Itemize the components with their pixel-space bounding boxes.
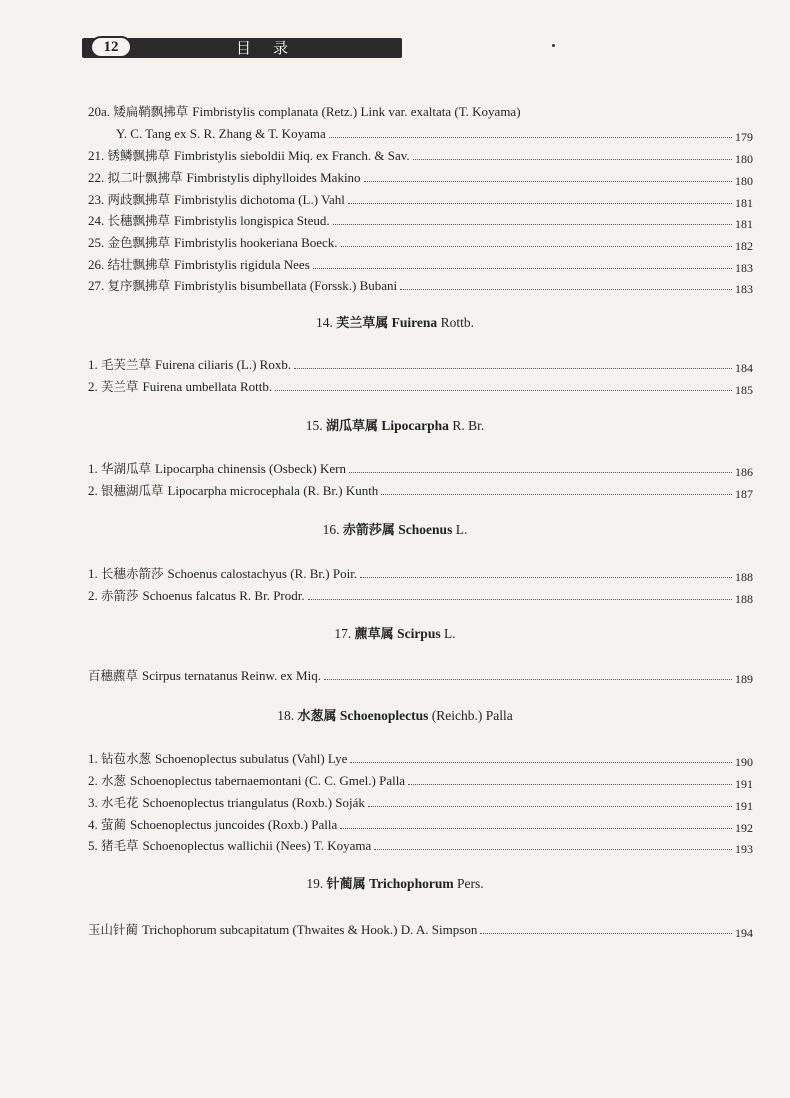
entry-page-number: 183 [735, 261, 753, 275]
leader-dots [329, 137, 732, 138]
genus-heading [0, 313, 790, 333]
entry-text [88, 481, 378, 499]
entry-latin-name: Y. C. Tang ex S. R. Zhang & T. Koyama [116, 126, 326, 141]
toc-entry [88, 274, 753, 294]
toc-entry [88, 918, 753, 938]
toc-entry [88, 664, 753, 684]
genus-latin-name: Fuirena [391, 315, 438, 330]
toc-entry [88, 584, 753, 604]
entry-latin-name: Schoenoplectus subulatus (Vahl) Lye [154, 751, 348, 766]
toc-entry [88, 253, 753, 273]
entry-page-number: 188 [735, 570, 753, 584]
entry-chinese-name: 水毛花 [101, 795, 143, 810]
entry-text [88, 233, 338, 251]
entry-text [88, 749, 347, 767]
toc-entry [88, 791, 753, 811]
entry-page-number: 181 [735, 217, 753, 231]
entry-page-number: 191 [735, 777, 753, 791]
leader-dots [348, 203, 732, 204]
entry-text [88, 190, 345, 208]
toc-entry [88, 166, 753, 186]
leader-dots [294, 368, 732, 369]
entry-chinese-name: 长穗赤箭莎 [101, 566, 168, 581]
genus-author: L. [440, 626, 456, 641]
entry-text [88, 146, 410, 164]
entry-page-number: 185 [735, 383, 753, 397]
toc-entry [88, 834, 753, 854]
toc-entry [88, 209, 753, 229]
entry-number: 20a. [88, 104, 114, 119]
entry-text [88, 771, 405, 789]
entry-latin-name: Fimbristylis dichotoma (L.) Vahl [173, 192, 345, 207]
entry-number: 1. [88, 357, 101, 372]
entry-number: 2. [88, 379, 101, 394]
genus-author: L. [452, 522, 468, 537]
entry-chinese-name: 华湖瓜草 [101, 461, 155, 476]
entry-number: 24. [88, 213, 108, 228]
genus-author: (Reichb.) Palla [428, 708, 513, 723]
leader-dots [340, 828, 732, 829]
entry-page-number: 187 [735, 487, 753, 501]
genus-author: Pers. [453, 876, 484, 891]
entry-text [88, 666, 321, 684]
entry-text [88, 586, 305, 604]
page-number: 12 [90, 36, 132, 58]
genus-latin-name: Lipocarpha [381, 418, 449, 433]
toc-entry [88, 353, 753, 373]
entry-page-number: 180 [735, 174, 753, 188]
entry-number: 22. [88, 170, 108, 185]
genus-heading [0, 624, 790, 644]
entry-number: 5. [88, 838, 101, 853]
entry-page-number: 184 [735, 361, 753, 375]
leader-dots [341, 246, 732, 247]
entry-latin-name: Lipocarpha microcephala (R. Br.) Kunth [167, 483, 379, 498]
leader-dots [333, 224, 732, 225]
entry-latin-name: Fimbristylis sieboldii Miq. ex Franch. & Sav. [173, 148, 410, 163]
genus-chinese-name: 针蔺属 [326, 877, 366, 892]
entry-latin-name: Fuirena ciliaris (L.) Roxb. [154, 357, 292, 372]
entry-number: 1. [88, 751, 101, 766]
genus-chinese-name: 藨草属 [354, 627, 394, 642]
entry-number: 27. [88, 278, 108, 293]
entry-text [88, 102, 521, 120]
entry-latin-name: Fimbristylis hookeriana Boeck. [173, 235, 338, 250]
genus-heading [0, 520, 790, 540]
genus-heading [0, 706, 790, 726]
entry-page-number: 192 [735, 821, 753, 835]
entry-latin-name: Fimbristylis rigidula Nees [173, 257, 310, 272]
genus-number: 15. [305, 418, 327, 433]
toc-entry [88, 562, 753, 582]
entry-number: 21. [88, 148, 108, 163]
entry-text [88, 168, 361, 186]
entry-text [88, 377, 272, 395]
genus-number: 19. [306, 876, 327, 891]
leader-dots [381, 494, 732, 495]
entry-text [88, 355, 291, 373]
entry-text [88, 459, 346, 477]
leader-dots [313, 268, 732, 269]
entry-chinese-name: 毛芙兰草 [101, 357, 155, 372]
entry-page-number: 179 [735, 130, 753, 144]
entry-text [88, 564, 357, 582]
entry-chinese-name: 锈鳞飘拂草 [107, 148, 174, 163]
entry-chinese-name: 水葱 [101, 773, 130, 788]
entry-number: 25. [88, 235, 108, 250]
entry-latin-name: Schoenoplectus wallichii (Nees) T. Koyama [142, 838, 372, 853]
entry-chinese-name: 两歧飘拂草 [107, 192, 174, 207]
entry-page-number: 180 [735, 152, 753, 166]
entry-number: 23. [88, 192, 108, 207]
entry-chinese-name: 赤箭莎 [101, 588, 143, 603]
genus-number: 17. [334, 626, 355, 641]
entry-number: 2. [88, 483, 101, 498]
entry-latin-name: Schoenoplectus juncoides (Roxb.) Palla [129, 817, 338, 832]
entry-number: 26. [88, 257, 108, 272]
leader-dots [308, 599, 732, 600]
entry-number: 2. [88, 588, 101, 603]
entry-chinese-name: 银穗湖瓜草 [101, 483, 168, 498]
entry-chinese-name: 玉山针蔺 [88, 922, 142, 937]
entry-page-number: 191 [735, 799, 753, 813]
header-dot [552, 44, 555, 47]
entry-text [88, 920, 477, 938]
entry-text [88, 815, 337, 833]
toc-entry [88, 479, 753, 499]
toc-entry [88, 747, 753, 767]
entry-chinese-name: 百穗藨草 [88, 668, 142, 683]
toc-entry [88, 769, 753, 789]
entry-chinese-name: 萤蔺 [101, 817, 130, 832]
entry-latin-name: Fimbristylis diphylloides Makino [186, 170, 361, 185]
entry-number: 2. [88, 773, 101, 788]
entry-number: 3. [88, 795, 101, 810]
entry-latin-name: Schoenus falcatus R. Br. Prodr. [142, 588, 305, 603]
entry-chinese-name: 金色飘拂草 [107, 235, 174, 250]
leader-dots [374, 849, 732, 850]
entry-latin-name: Trichophorum subcapitatum (Thwaites & Hook.) D. A. Simpson [141, 922, 478, 937]
toc-entry [88, 144, 753, 164]
entry-number: 1. [88, 461, 101, 476]
entry-chinese-name: 芙兰草 [101, 379, 143, 394]
leader-dots [368, 806, 732, 807]
toc-entry [88, 457, 753, 477]
entry-page-number: 194 [735, 926, 753, 940]
entry-chinese-name: 猪毛草 [101, 838, 143, 853]
genus-number: 14. [316, 315, 337, 330]
entry-page-number: 183 [735, 282, 753, 296]
leader-dots [350, 762, 732, 763]
entry-chinese-name: 钻苞水葱 [101, 751, 155, 766]
entry-number: 1. [88, 566, 101, 581]
toc-entry [88, 100, 753, 120]
entry-latin-name: Fimbristylis longispica Steud. [173, 213, 330, 228]
leader-dots [324, 679, 732, 680]
entry-text [88, 211, 330, 229]
entry-page-number: 188 [735, 592, 753, 606]
entry-page-number: 186 [735, 465, 753, 479]
toc-entry [88, 188, 753, 208]
leader-dots [349, 472, 732, 473]
entry-page-number: 189 [735, 672, 753, 686]
genus-chinese-name: 湖瓜草属 [326, 419, 379, 434]
entry-chinese-name: 拟二叶飘拂草 [107, 170, 187, 185]
entry-text [116, 126, 326, 142]
leader-dots [413, 159, 732, 160]
genus-chinese-name: 赤箭莎属 [342, 523, 395, 538]
toc-entry [88, 231, 753, 251]
entry-page-number: 182 [735, 239, 753, 253]
entry-latin-name: Schoenoplectus tabernaemontani (C. C. Gmel.) Palla [129, 773, 406, 788]
toc-entry [88, 813, 753, 833]
entry-page-number: 181 [735, 196, 753, 210]
entry-latin-name: Schoenus calostachyus (R. Br.) Poir. [167, 566, 358, 581]
genus-heading [0, 416, 790, 436]
genus-chinese-name: 芙兰草属 [336, 316, 389, 331]
entry-chinese-name: 结壮飘拂草 [107, 257, 174, 272]
entry-latin-name: Fuirena umbellata Rottb. [142, 379, 273, 394]
entry-latin-name: Schoenoplectus triangulatus (Roxb.) Soják [142, 795, 365, 810]
entry-text [88, 255, 310, 273]
entry-chinese-name: 长穗飘拂草 [107, 213, 174, 228]
genus-latin-name: Trichophorum [369, 876, 454, 891]
genus-latin-name: Schoenus [398, 522, 453, 537]
genus-latin-name: Schoenoplectus [339, 708, 429, 723]
leader-dots [275, 390, 732, 391]
entry-latin-name: Lipocarpha chinensis (Osbeck) Kern [154, 461, 346, 476]
leader-dots [360, 577, 732, 578]
entry-text [88, 836, 371, 854]
entry-latin-name: Fimbristylis bisumbellata (Forssk.) Bubani [173, 278, 398, 293]
entry-number: 4. [88, 817, 101, 832]
entry-page-number: 190 [735, 755, 753, 769]
toc-entry [116, 122, 753, 142]
genus-number: 18. [277, 708, 298, 723]
entry-text [88, 276, 397, 294]
entry-latin-name: Fimbristylis complanata (Retz.) Link var. exaltata (T. Koyama) [192, 104, 521, 119]
genus-author: Rottb. [437, 315, 474, 330]
genus-chinese-name: 水葱属 [297, 709, 337, 724]
leader-dots [408, 784, 732, 785]
leader-dots [480, 933, 732, 934]
entry-latin-name: Scirpus ternatanus Reinw. ex Miq. [141, 668, 321, 683]
page-title: 目录 [236, 39, 311, 57]
genus-number: 16. [322, 522, 343, 537]
entry-chinese-name: 矮扁鞘飘拂草 [113, 104, 193, 119]
genus-author: R. Br. [448, 418, 485, 433]
genus-latin-name: Scirpus [397, 626, 441, 641]
leader-dots [400, 289, 732, 290]
genus-heading [0, 874, 790, 894]
entry-page-number: 193 [735, 842, 753, 856]
leader-dots [364, 181, 732, 182]
toc-entry [88, 375, 753, 395]
entry-text [88, 793, 365, 811]
entry-chinese-name: 复序飘拂草 [107, 278, 174, 293]
